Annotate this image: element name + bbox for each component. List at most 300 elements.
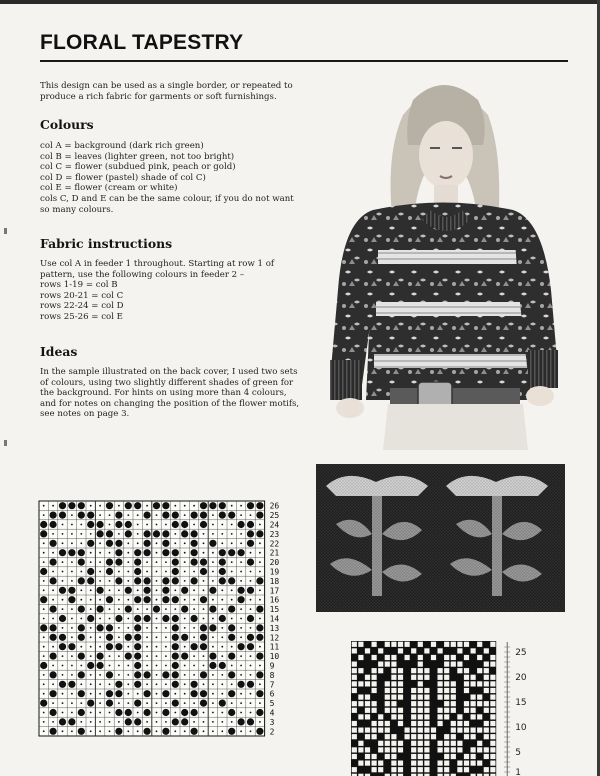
stitch-background [71, 665, 73, 667]
intro-paragraph [40, 81, 302, 102]
small-chart-cell [365, 761, 370, 766]
stitch-contrast [162, 596, 169, 603]
stitch-contrast [247, 502, 254, 509]
stitch-background [174, 693, 176, 695]
small-chart-cell [424, 721, 429, 726]
stitch-background [43, 712, 45, 714]
stitch-contrast [228, 634, 235, 641]
stitch-background [52, 702, 54, 704]
stitch-background [62, 524, 64, 526]
small-chart-cell [391, 655, 396, 660]
small-chart-cell [451, 642, 456, 647]
small-chart-cell [398, 675, 403, 680]
stitch-background [184, 646, 186, 648]
stitch-background [193, 655, 195, 657]
stitch-contrast [68, 596, 75, 603]
small-chart-cell [451, 721, 456, 726]
stitch-background [221, 721, 223, 723]
stitch-background [250, 730, 252, 732]
stitch-contrast [134, 671, 141, 678]
stitch-contrast [172, 559, 179, 566]
stitch-contrast [228, 709, 235, 716]
small-chart-cell [391, 767, 396, 772]
stitch-background [221, 655, 223, 657]
small-chart-cell [438, 741, 443, 746]
stitch-contrast [144, 671, 151, 678]
small-chart-cell [471, 734, 476, 739]
small-chart-cell [372, 642, 377, 647]
stitch-background [99, 505, 101, 507]
stitch-background [146, 665, 148, 667]
small-chart-cell [398, 721, 403, 726]
stitch-contrast [200, 568, 207, 575]
stitch-background [80, 599, 82, 601]
row-number: 7 [269, 680, 275, 690]
stitch-background [203, 589, 205, 591]
small-chart-cell [405, 655, 410, 660]
stitch-background [250, 552, 252, 554]
model-photo [318, 70, 568, 450]
stitch-contrast [200, 671, 207, 678]
small-chart-cell [438, 668, 443, 673]
stitch-contrast [134, 624, 141, 631]
stitch-background [212, 683, 214, 685]
stitch-contrast [172, 634, 179, 641]
fabric-heading: Fabric instructions [40, 236, 173, 251]
stitch-background [184, 665, 186, 667]
colour-line: cols C, D and E can be the same colour, if you do not want so many colours. [40, 193, 294, 215]
small-chart-cell [378, 761, 383, 766]
stitch-background [62, 665, 64, 667]
stitch-background [109, 721, 111, 723]
stitch-background [109, 580, 111, 582]
small-chart-cell [438, 648, 443, 653]
stitch-contrast [40, 568, 47, 575]
small-chart-cell [365, 695, 370, 700]
stitch-background [259, 542, 261, 544]
small-chart-cell [418, 728, 423, 733]
stitch-contrast [191, 559, 198, 566]
stitch-contrast [200, 624, 207, 631]
colours-list [40, 141, 302, 215]
stitch-background [184, 599, 186, 601]
row-number: 21 [269, 548, 280, 558]
small-chart-cell [418, 761, 423, 766]
small-chart-cell [358, 642, 363, 647]
small-chart-cell [477, 655, 482, 660]
stitch-background [137, 608, 139, 610]
colour-line: col D = flower (pastel) shade of col C) [40, 172, 206, 183]
small-chart-cell [372, 688, 377, 693]
stitch-background [212, 693, 214, 695]
small-chart-cell [391, 701, 396, 706]
stitch-background [43, 552, 45, 554]
small-chart-cell [398, 747, 403, 752]
small-chart-cell [411, 708, 416, 713]
small-chart-cell [424, 754, 429, 759]
stitch-background [80, 618, 82, 620]
stitch-background [127, 627, 129, 629]
small-chart-cell [391, 668, 396, 673]
small-chart-cell [385, 754, 390, 759]
small-chart-cell [444, 662, 449, 667]
stitch-contrast [191, 690, 198, 697]
stitch-contrast [247, 643, 254, 650]
stitch-contrast [134, 596, 141, 603]
small-chart-cell [471, 747, 476, 752]
small-chart-cell [372, 708, 377, 713]
stitch-contrast [115, 681, 122, 688]
stitch-contrast [162, 671, 169, 678]
small-chart-cell [457, 761, 462, 766]
small-chart-cell [358, 741, 363, 746]
stitch-contrast [191, 540, 198, 547]
stitch-background [165, 524, 167, 526]
small-chart-cell [477, 741, 482, 746]
stitch-contrast [134, 502, 141, 509]
small-chart-cell [365, 648, 370, 653]
stitch-background [109, 524, 111, 526]
stitch-contrast [115, 728, 122, 735]
stitch-background [184, 693, 186, 695]
stitch-contrast [87, 662, 94, 669]
stitch-contrast [40, 624, 47, 631]
small-chart-cell [464, 668, 469, 673]
stitch-background [193, 721, 195, 723]
stitch-background [99, 561, 101, 563]
stitch-background [90, 712, 92, 714]
stitch-contrast [172, 671, 179, 678]
stitch-contrast [144, 690, 151, 697]
stitch-background [174, 505, 176, 507]
stitch-background [240, 674, 242, 676]
small-chart-cell [484, 701, 489, 706]
stitch-background [118, 533, 120, 535]
stitch-background [90, 721, 92, 723]
stitch-background [184, 542, 186, 544]
stitch-background [250, 571, 252, 573]
stitch-contrast [172, 662, 179, 669]
small-chart-cell [411, 761, 416, 766]
stitch-background [118, 702, 120, 704]
stitch-background [259, 571, 261, 573]
stitch-contrast [144, 709, 151, 716]
small-chart-cell [424, 741, 429, 746]
stitch-background [259, 683, 261, 685]
row-number: 23 [269, 529, 280, 539]
small-chart-cell [358, 747, 363, 752]
stitch-contrast [238, 681, 245, 688]
stitch-background [109, 589, 111, 591]
stitch-background [109, 730, 111, 732]
stitch-contrast [219, 559, 226, 566]
small-chart-cell [365, 714, 370, 719]
stitch-background [99, 552, 101, 554]
stitch-contrast [228, 690, 235, 697]
stitch-background [231, 721, 233, 723]
small-chart-cell [372, 767, 377, 772]
small-chart-cell [358, 728, 363, 733]
stitch-background [174, 533, 176, 535]
stitch-contrast [50, 728, 57, 735]
stitch-background [221, 646, 223, 648]
stitch-background [221, 712, 223, 714]
stitch-contrast [78, 671, 85, 678]
stitch-background [203, 721, 205, 723]
stitch-background [184, 618, 186, 620]
stitch-background [184, 674, 186, 676]
stitch-background [240, 580, 242, 582]
stitch-contrast [219, 568, 226, 575]
stitch-contrast [162, 728, 169, 735]
small-chart-cell [444, 681, 449, 686]
stitch-background [250, 693, 252, 695]
small-chart-cell [444, 675, 449, 680]
small-chart-cell [451, 681, 456, 686]
stitch-contrast [247, 521, 254, 528]
stitch-background [71, 542, 73, 544]
small-chart-cell [418, 642, 423, 647]
row-number: 3 [269, 717, 275, 727]
stitch-background [221, 683, 223, 685]
stitch-background [90, 599, 92, 601]
stitch-contrast [144, 728, 151, 735]
stitch-background [137, 730, 139, 732]
stitch-contrast [78, 502, 85, 509]
small-chart-cell [444, 688, 449, 693]
stitch-contrast [181, 587, 188, 594]
stitch-contrast [219, 615, 226, 622]
stitch-background [231, 589, 233, 591]
stitch-contrast [153, 502, 160, 509]
small-chart-cell [391, 695, 396, 700]
stitch-background [184, 702, 186, 704]
stitch-contrast [125, 502, 132, 509]
intro-text: This design can be used as a single border, or repeated to produce a rich fabric for garments or soft furnishings. [40, 81, 293, 102]
stitch-contrast [256, 530, 263, 537]
stitch-contrast [162, 577, 169, 584]
stitch-contrast [50, 624, 57, 631]
stitch-background [259, 646, 261, 648]
stitch-contrast [181, 634, 188, 641]
stitch-contrast [50, 512, 57, 519]
stitch-contrast [172, 643, 179, 650]
small-chart-cell [484, 675, 489, 680]
stitch-background [259, 702, 261, 704]
stitch-background [71, 730, 73, 732]
stitch-contrast [256, 512, 263, 519]
small-chart-cell [398, 741, 403, 746]
stitch-background [174, 542, 176, 544]
small-chart-cell [372, 681, 377, 686]
small-chart-cell [431, 734, 436, 739]
small-chart-cell [385, 721, 390, 726]
stitch-background [240, 702, 242, 704]
stitch-background [90, 552, 92, 554]
small-chart-cell [365, 728, 370, 733]
small-chart-cell [391, 642, 396, 647]
stitch-contrast [256, 690, 263, 697]
stitch-contrast [238, 718, 245, 725]
stitch-background [165, 655, 167, 657]
small-chart-cell [477, 701, 482, 706]
stitch-contrast [106, 690, 113, 697]
stitch-contrast [115, 709, 122, 716]
stitch-background [212, 599, 214, 601]
stitch-contrast [50, 653, 57, 660]
small-chart-cell [451, 708, 456, 713]
small-chart-cell [365, 701, 370, 706]
small-chart-cell [385, 662, 390, 667]
stitch-background [127, 599, 129, 601]
row-number: 19 [269, 567, 280, 577]
stitch-contrast [106, 540, 113, 547]
stitch-background [90, 608, 92, 610]
small-chart-cell [372, 675, 377, 680]
stitch-background [156, 599, 158, 601]
stitch-contrast [181, 709, 188, 716]
stitch-background [250, 580, 252, 582]
ideas-heading: Ideas [40, 344, 78, 359]
stitch-background [146, 721, 148, 723]
small-chart-cell [444, 754, 449, 759]
stitch-contrast [106, 624, 113, 631]
stitch-background [80, 646, 82, 648]
stitch-background [71, 636, 73, 638]
stitch-background [127, 580, 129, 582]
stitch-background [203, 655, 205, 657]
stitch-contrast [162, 502, 169, 509]
stitch-contrast [228, 606, 235, 613]
stitch-contrast [200, 559, 207, 566]
stitch-background [52, 618, 54, 620]
stitch-background [231, 542, 233, 544]
stitch-contrast [219, 502, 226, 509]
stitch-background [240, 665, 242, 667]
stitch-background [250, 665, 252, 667]
stitch-background [212, 674, 214, 676]
small-chart-cell [405, 642, 410, 647]
small-chart-cell [451, 747, 456, 752]
stitch-contrast [162, 530, 169, 537]
stitch-contrast [78, 624, 85, 631]
stitch-contrast [228, 549, 235, 556]
small-chart-cell [464, 701, 469, 706]
stitch-contrast [247, 615, 254, 622]
small-chart-cell [418, 695, 423, 700]
stitch-contrast [59, 681, 66, 688]
stitch-background [99, 702, 101, 704]
stitch-contrast [106, 568, 113, 575]
small-chart-cell [464, 642, 469, 647]
fabric-row: rows 20-21 = col C [40, 290, 124, 301]
stitch-background [174, 730, 176, 732]
small-chart-cell [391, 754, 396, 759]
small-chart-cell [457, 767, 462, 772]
row-number: 24 [269, 520, 280, 530]
stitch-background [193, 524, 195, 526]
stitch-background [71, 524, 73, 526]
stitch-background [109, 514, 111, 516]
stitch-background [212, 730, 214, 732]
stitch-contrast [162, 709, 169, 716]
stitch-contrast [87, 512, 94, 519]
small-chart-cell [411, 695, 416, 700]
stitch-background [43, 730, 45, 732]
stitch-background [165, 627, 167, 629]
stitch-background [193, 571, 195, 573]
stitch-background [127, 693, 129, 695]
stitch-background [52, 646, 54, 648]
stitch-contrast [181, 653, 188, 660]
small-chart-cell [424, 728, 429, 733]
small-chart-cell [385, 695, 390, 700]
stitch-contrast [191, 709, 198, 716]
small-chart-cell [411, 675, 416, 680]
small-chart-cell [352, 747, 357, 752]
stitch-background [193, 636, 195, 638]
stitch-background [118, 636, 120, 638]
stitch-background [231, 505, 233, 507]
small-chart-cell [358, 761, 363, 766]
stitch-background [43, 608, 45, 610]
small-chart-cell [471, 681, 476, 686]
stitch-contrast [144, 540, 151, 547]
stitch-background [184, 505, 186, 507]
stitch-contrast [78, 728, 85, 735]
stitch-contrast [134, 568, 141, 575]
stitch-background [71, 580, 73, 582]
stitch-background [109, 655, 111, 657]
small-chart-cell [457, 721, 462, 726]
small-chart-cell [471, 708, 476, 713]
stitch-background [184, 571, 186, 573]
stitch-contrast [153, 606, 160, 613]
small-chart-cell [385, 681, 390, 686]
stitch-contrast [209, 653, 216, 660]
stitch-contrast [87, 568, 94, 575]
small-chart-cell [418, 675, 423, 680]
stitch-background [127, 618, 129, 620]
stitch-background [156, 702, 158, 704]
small-chart-cell [398, 688, 403, 693]
small-chart-cell [424, 708, 429, 713]
small-chart-cell [385, 728, 390, 733]
stitch-background [90, 646, 92, 648]
stitch-background [250, 712, 252, 714]
stitch-background [109, 618, 111, 620]
small-chart-cell [490, 642, 495, 647]
stitch-background [174, 712, 176, 714]
stitch-background [90, 683, 92, 685]
stitch-background [165, 571, 167, 573]
stitch-background [43, 683, 45, 685]
stitch-background [109, 665, 111, 667]
stitch-background [80, 665, 82, 667]
stitch-contrast [162, 587, 169, 594]
stitch-background [212, 533, 214, 535]
stitch-contrast [209, 587, 216, 594]
small-chart-cell [484, 688, 489, 693]
small-chart-cell [391, 747, 396, 752]
small-chart-cell [398, 761, 403, 766]
fabric-row: rows 22-24 = col D [40, 301, 124, 312]
stitch-background [240, 730, 242, 732]
stitch-background [193, 608, 195, 610]
stitch-background [99, 674, 101, 676]
row-number: 2 [269, 727, 275, 737]
stitch-background [240, 533, 242, 535]
